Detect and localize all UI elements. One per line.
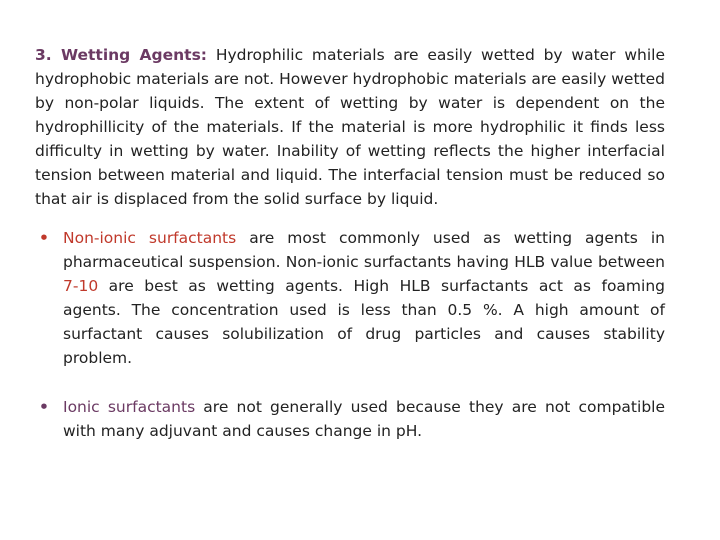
bullet-ionic	[35, 395, 665, 443]
bullet-text: are not generally used because they are not compatible with many adjuvant and causes change in pH.	[63, 398, 665, 440]
section-body: Hydrophilic materials are easily wetted by water while hydrophobic materials are not. However hydrophobic materials are easily wetted by non-polar liquids. The extent of wetting by water is dependent on the hydrophillicity of the materials. If the material is more hydrophilic it finds less difficulty in wetting by water. Inability of wetting reflects the higher interfacial tension between material and liquid. The interfacial tension must be reduced so that air is displaced from the solid surface by liquid.	[35, 46, 666, 208]
bullet-text: are most commonly used as wetting agents in pharmaceutical suspension. Non-ionic surfactants having HLB value between	[63, 229, 665, 271]
wetting-agents-paragraph	[35, 43, 665, 211]
bullet-keyword: Ionic surfactants	[63, 398, 196, 416]
bullet-keyword: Non-ionic surfactants	[63, 229, 237, 247]
bullet-dot-icon: •	[39, 398, 49, 416]
bullet-non-ionic	[35, 226, 665, 370]
slide-content	[35, 43, 665, 468]
hlb-range-highlight: 7-10	[63, 277, 99, 295]
section-heading: 3. Wetting Agents:	[35, 46, 208, 64]
bullet-list	[35, 226, 665, 443]
bullet-text-continued: are best as wetting agents. High HLB surfactants act as foaming agents. The concentration used is less than 0.5 %. A high amount of surfactant causes solubilization of drug particles and causes stability problem.	[63, 277, 665, 367]
bullet-dot-icon: •	[39, 229, 49, 247]
